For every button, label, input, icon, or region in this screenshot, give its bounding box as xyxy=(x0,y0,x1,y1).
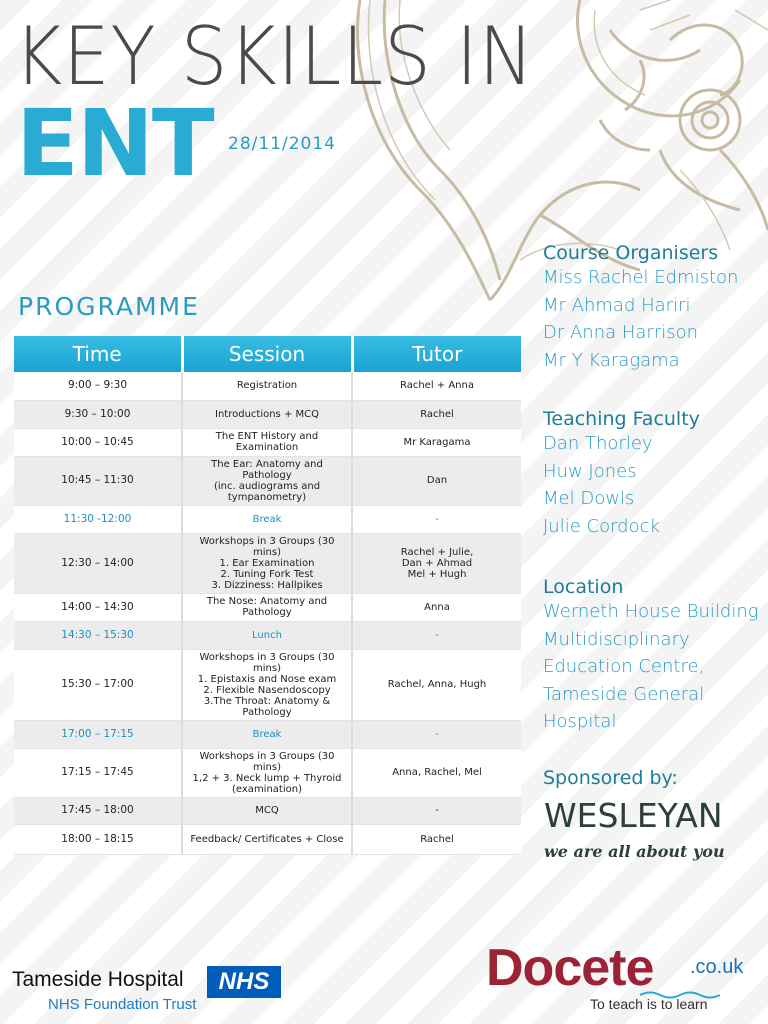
nhs-trust-name: NHS Foundation Trust xyxy=(48,996,197,1013)
table-row xyxy=(14,456,521,505)
location-line: Education Centre, xyxy=(543,656,705,677)
table-header-row xyxy=(14,336,521,372)
row-time: 14:00 – 14:30 xyxy=(14,593,182,621)
row-time: 10:45 – 11:30 xyxy=(14,456,182,505)
wesleyan-logo: WESLEYAN xyxy=(544,796,723,835)
course-organisers-list xyxy=(543,264,738,374)
nhs-logo: NHS xyxy=(207,966,281,998)
teaching-faculty-heading: Teaching Faculty xyxy=(543,408,700,430)
row-tutor: Anna xyxy=(352,593,521,621)
row-time: 17:00 – 17:15 xyxy=(14,720,182,748)
row-session: The Ear: Anatomy and Pathology (inc. audiograms and tympanometry) xyxy=(182,456,352,505)
event-date: 28/11/2014 xyxy=(228,134,336,154)
organiser-name: Mr Ahmad Hariri xyxy=(543,294,691,316)
table-row xyxy=(14,372,521,400)
row-time: 17:15 – 17:45 xyxy=(14,748,182,797)
row-tutor: - xyxy=(352,621,521,649)
column-header-time: Time xyxy=(14,336,182,372)
row-tutor: - xyxy=(352,505,521,533)
tameside-hospital-name: Tameside Hospital xyxy=(12,968,184,991)
row-tutor: Dan xyxy=(352,456,521,505)
location-heading: Location xyxy=(543,576,624,598)
row-session: Introductions + MCQ xyxy=(182,400,352,428)
course-organisers-heading: Course Organisers xyxy=(543,242,719,264)
row-time: 18:00 – 18:15 xyxy=(14,824,182,854)
table-row xyxy=(14,824,521,854)
row-session: The ENT History and Examination xyxy=(182,428,352,456)
docete-tagline: To teach is to learn xyxy=(590,996,708,1012)
wesleyan-tagline: we are all about you xyxy=(544,842,725,861)
row-tutor: Anna, Rachel, Mel xyxy=(352,748,521,797)
programme-table-body xyxy=(14,372,521,854)
organiser-name: Miss Rachel Edmiston xyxy=(543,267,739,288)
faculty-name: Mel Dowls xyxy=(543,488,635,509)
column-header-session: Session xyxy=(182,336,352,372)
row-session: The Nose: Anatomy and Pathology xyxy=(182,593,352,621)
row-session: Registration xyxy=(182,372,352,400)
organiser-name: Dr Anna Harrison xyxy=(543,322,699,343)
row-time: 15:30 – 17:00 xyxy=(14,649,182,720)
row-session: Workshops in 3 Groups (30 mins) 1. Ear Examination 2. Tuning Fork Test 3. Dizziness: Hallpikes xyxy=(182,533,352,593)
organiser-name: Mr Y Karagama xyxy=(543,349,680,371)
table-row xyxy=(14,621,521,649)
table-row xyxy=(14,505,521,533)
table-row xyxy=(14,400,521,428)
row-session: Workshops in 3 Groups (30 mins) 1,2 + 3. Neck lump + Thyroid (examination) xyxy=(182,748,352,797)
row-time: 14:30 – 15:30 xyxy=(14,621,182,649)
sponsor-heading: Sponsored by: xyxy=(543,767,678,789)
table-row xyxy=(14,720,521,748)
row-time: 11:30 -12:00 xyxy=(14,505,182,533)
table-row xyxy=(14,649,521,720)
faculty-name: Julie Cordock xyxy=(543,515,660,537)
row-session: Feedback/ Certificates + Close xyxy=(182,824,352,854)
location-line: Hospital xyxy=(543,711,617,732)
row-session: Workshops in 3 Groups (30 mins) 1. Epistaxis and Nose exam 2. Flexible Nasendoscopy 3.The Throat: Anatomy & Pathology xyxy=(182,649,352,720)
location-lines xyxy=(543,598,759,736)
row-session: Lunch xyxy=(182,621,352,649)
row-tutor: Rachel, Anna, Hugh xyxy=(352,649,521,720)
row-time: 17:45 – 18:00 xyxy=(14,797,182,824)
docete-logo: Docete xyxy=(486,939,654,997)
docete-domain: .co.uk xyxy=(690,956,744,978)
sponsor-section xyxy=(543,767,678,789)
faculty-name: Huw Jones xyxy=(543,460,637,482)
table-row xyxy=(14,533,521,593)
column-header-tutor: Tutor xyxy=(352,336,521,372)
row-session: MCQ xyxy=(182,797,352,824)
row-time: 10:00 – 10:45 xyxy=(14,428,182,456)
row-time: 9:00 – 9:30 xyxy=(14,372,182,400)
row-time: 9:30 – 10:00 xyxy=(14,400,182,428)
table-row xyxy=(14,428,521,456)
table-row xyxy=(14,797,521,824)
programme-table xyxy=(14,336,521,855)
row-tutor: Rachel + Anna xyxy=(352,372,521,400)
title-line-2: ENT xyxy=(16,90,213,197)
row-tutor: Rachel + Julie, Dan + Ahmad Mel + Hugh xyxy=(352,533,521,593)
teaching-faculty-list xyxy=(543,430,700,540)
row-tutor: - xyxy=(352,797,521,824)
location-line: Tameside General xyxy=(543,683,705,705)
row-tutor: Rachel xyxy=(352,400,521,428)
location-section xyxy=(543,576,759,736)
location-line: Multidisciplinary xyxy=(543,628,690,650)
row-tutor: Mr Karagama xyxy=(352,428,521,456)
row-tutor: Rachel xyxy=(352,824,521,854)
row-tutor: - xyxy=(352,720,521,748)
title-line-1: KEY SKILLS IN xyxy=(14,10,535,103)
course-organisers-section xyxy=(543,242,738,374)
row-time: 12:30 – 14:00 xyxy=(14,533,182,593)
table-row xyxy=(14,748,521,797)
row-session: Break xyxy=(182,505,352,533)
teaching-faculty-section xyxy=(543,408,700,540)
row-session: Break xyxy=(182,720,352,748)
table-row xyxy=(14,593,521,621)
faculty-name: Dan Thorley xyxy=(543,433,653,454)
programme-heading: PROGRAMME xyxy=(18,292,200,321)
location-line: Werneth House Building xyxy=(543,601,759,622)
